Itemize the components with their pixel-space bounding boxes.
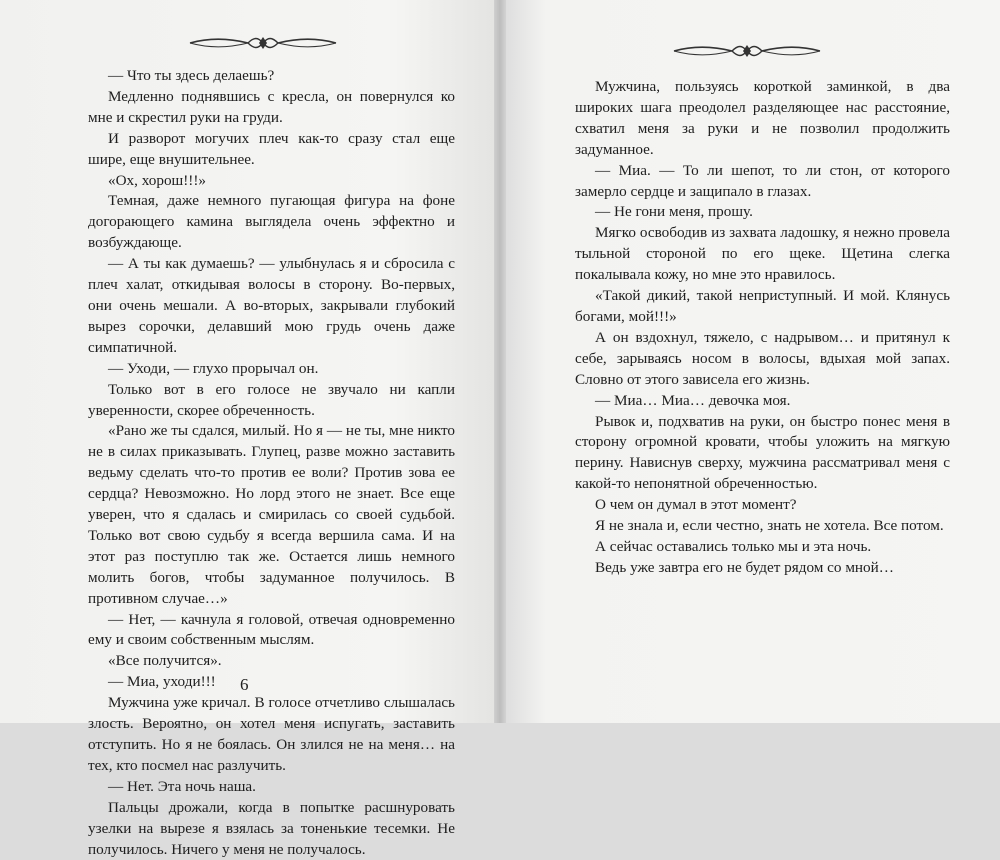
right-page-text [575, 77, 950, 579]
paragraph: «Такой дикий, такой неприступный. И мой. Клянусь богами, мой!!!» [575, 287, 950, 325]
paragraph: — Уходи, — глухо прорычал он. [108, 359, 319, 377]
paragraph: «Ох, хорош!!!» [108, 171, 207, 189]
ornament-flourish-icon [672, 42, 822, 60]
paragraph: О чем он думал в этот момент? [595, 496, 797, 514]
paragraph: «Все получится». [108, 652, 222, 670]
paragraph: — Миа… Миа… девочка моя. [595, 391, 791, 409]
paragraph: Мужчина уже кричал. В голосе отчетливо слышалась злость. Вероятно, он хотел меня испугать, заставить отступить. Но я не боялась. Он злился не на меня… на тех, кто посмел нас разлучить. [88, 694, 455, 774]
paragraph: — Миа, уходи!!! [108, 673, 216, 691]
book-gutter [494, 0, 506, 723]
paragraph: — Миа. — То ли шепот, то ли стон, от которого замерло сердце и защипало в глазах. [575, 161, 950, 200]
left-page-text [88, 66, 455, 860]
paragraph: Рывок и, подхватив на руки, он быстро понес меня в сторону огромной кровати, чтобы уложить на мягкую перину. Нависнув сверху, мужчина рассматривал меня с какой-то непонятной обреченностью. [575, 412, 950, 493]
paragraph: «Рано же ты сдался, милый. Но я — не ты, мне никто не в силах приказывать. Глупец, разве можно заставить ведьму сделать что-то против ее воли? Против зова ее сердца? Невозможно. Но лорд этого не знает. Все еще уверен, что я сдалась и смирилась со своей судьбой. Только вот свою судьбу я всегда вершила сама. И на этот раз поступлю так же. Остается лишь немного молить богов, чтобы задуманное получилось. В противном случае…» [88, 422, 455, 607]
paragraph: Медленно поднявшись с кресла, он повернулся ко мне и скрестил руки на груди. [88, 87, 455, 126]
paragraph: А сейчас оставались только мы и эта ночь. [595, 537, 872, 555]
paragraph: — Нет, — качнула я головой, отвечая одновременно ему и своим собственным мыслям. [88, 610, 455, 649]
paragraph: — Не гони меня, прошу. [595, 203, 753, 221]
left-page [0, 0, 494, 858]
paragraph: А он вздохнул, тяжело, с надрывом… и притянул к себе, зарываясь носом в волосы, вдыхая мой запах. Словно от этого зависела его жизнь. [575, 328, 950, 388]
paragraph: — А ты как думаешь? — улыбнулась я и сбросила с плеч халат, откидывая волосы в сторону. Во-первых, они очень мешали. А во-вторых, закрывали глубокий вырез сорочки, делавший мою грудь очень даже симпатичной. [88, 255, 455, 356]
page-number: 6 [240, 675, 249, 694]
paragraph: Ведь уже завтра его не будет рядом со мной… [595, 558, 894, 576]
paragraph: Мужчина, пользуясь короткой заминкой, в два широких шага преодолел разделяющее нас расстояние, схватил меня за руки и не позволил продолжить задуманное. [575, 78, 950, 158]
paragraph: Мягко освободив из захвата ладошку, я нежно провела тыльной стороной по его щеке. Щетина слегка покалывала кожу, но мне это нравилось. [575, 224, 950, 284]
paragraph: Я не знала и, если честно, знать не хотела. Все потом. [595, 517, 944, 535]
paragraph: — Нет. Эта ночь наша. [108, 777, 256, 795]
paragraph: Темная, даже немного пугающая фигура на фоне догорающего камина выглядела очень эффектно и возбуждающе. [88, 192, 455, 252]
paragraph: Только вот в его голосе не звучало ни капли уверенности, скорее обреченность. [88, 380, 455, 419]
paragraph: — Что ты здесь делаешь? [108, 67, 275, 84]
paragraph: И разворот могучих плеч как-то сразу стал еще шире, еще внушительнее. [88, 129, 455, 168]
ornament-flourish-icon [188, 34, 338, 52]
paragraph: Пальцы дрожали, когда в попытке расшнуровать узелки на вырезе я взялась за тоненькие тесемки. Не получилось. Ничего у меня не получалось. [88, 798, 455, 858]
right-page [506, 0, 1000, 723]
